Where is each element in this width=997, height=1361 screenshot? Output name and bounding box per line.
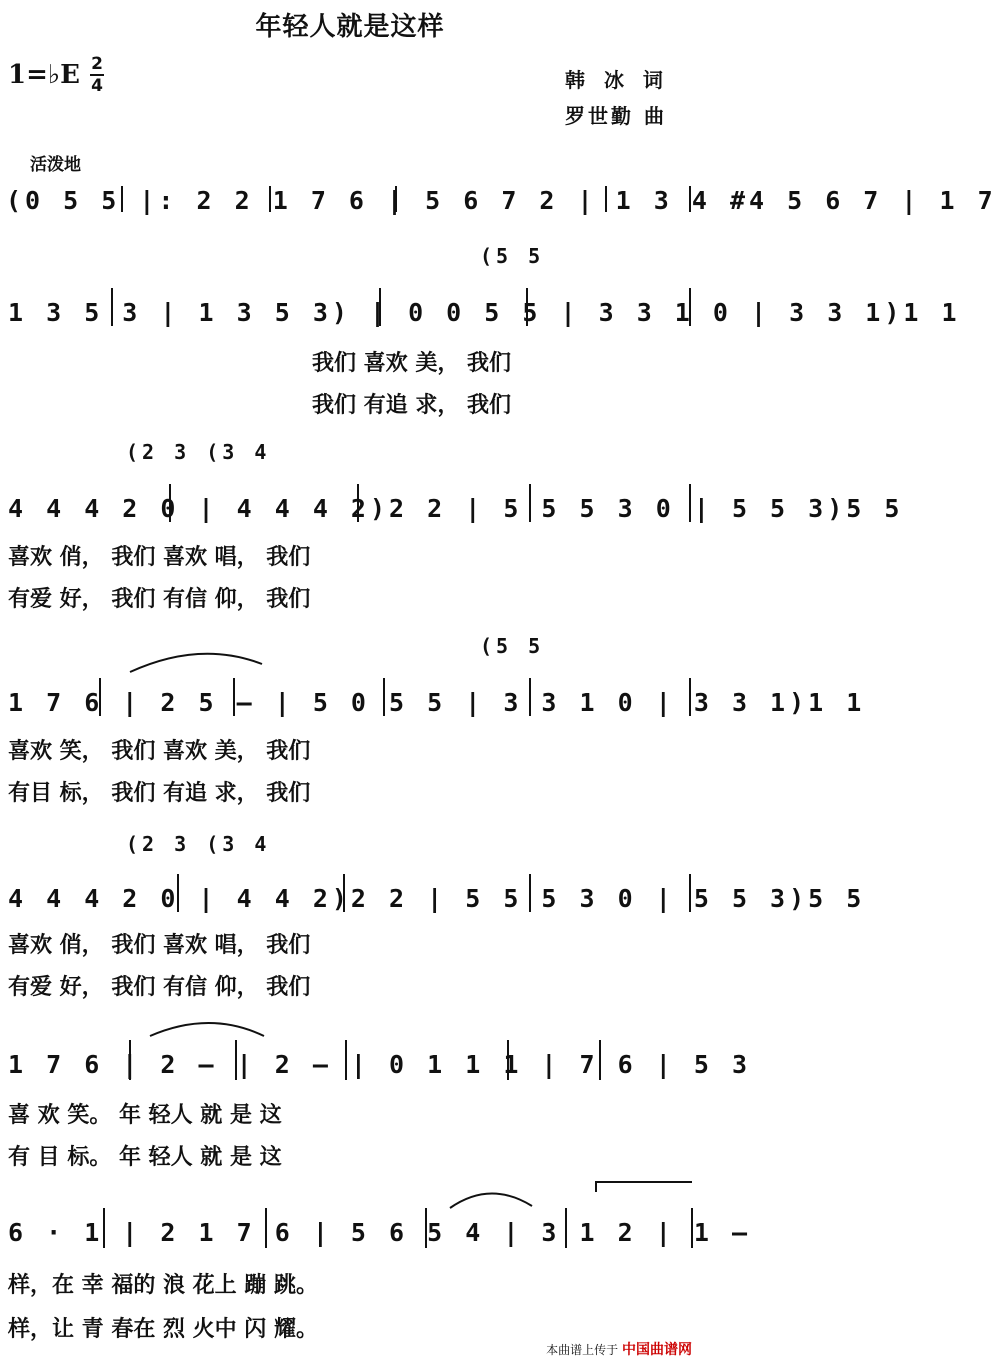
system-3-notes: 4 4 4 2 0 | 4 4 4 2)2 2 | 5 5 5 3 0 | 5 5 3)5 5 bbox=[8, 494, 904, 523]
composer-credit: 罗世勤 曲 bbox=[565, 104, 667, 128]
system-7-lyric-1: 样，在 幸 福的 浪 花上 蹦 跳。 bbox=[8, 1273, 318, 1298]
system-2-notes: 1 3 5 3 | 1 3 5 3) | 0 0 5 5 | 3 3 1 0 | 3 3 1)1 1 bbox=[8, 298, 961, 327]
system-2-lyric-1: 我们 喜欢 美， 我们 bbox=[312, 351, 511, 376]
tempo-marking: 活泼地 bbox=[30, 155, 81, 175]
song-title: 年轻人就是这样 bbox=[255, 12, 445, 42]
system-2-paren: (5 5 bbox=[480, 244, 545, 268]
system-6-notes: 1 7 6 | 2 — | 2 — | 0 1 1 1 | 7 6 | 5 3 bbox=[8, 1050, 751, 1079]
system-5-lyric-1: 喜欢 俏， 我们 喜欢 唱， 我们 bbox=[8, 933, 311, 958]
system-4-lyric-1: 喜欢 笑， 我们 喜欢 美， 我们 bbox=[8, 739, 311, 764]
meter-bottom: 4 bbox=[91, 76, 103, 96]
meter-top: 2 bbox=[91, 54, 103, 74]
footer-prefix: 本曲谱上传于 bbox=[546, 1343, 619, 1357]
system-3-lyric-1: 喜欢 俏， 我们 喜欢 唱， 我们 bbox=[8, 545, 311, 570]
system-6-lyric-1: 喜 欢 笑。 年 轻人 就 是 这 bbox=[8, 1103, 282, 1128]
lyricist-credit: 韩 冰 词 bbox=[565, 68, 669, 92]
system-5-paren: (2 3 (3 4 bbox=[126, 832, 271, 856]
system-5-notes: 4 4 4 2 0 | 4 4 2)2 2 | 5 5 5 3 0 | 5 5 3)5 5 bbox=[8, 884, 866, 913]
key-signature: 1=♭E bbox=[8, 60, 80, 90]
footer-site: 中国曲谱网 bbox=[622, 1342, 692, 1358]
system-7-notes: 6 · 1 | 2 1 7 6 | 5 6 5 4 | 3 1 2 | 1 — bbox=[8, 1218, 751, 1247]
system-3-paren: (2 3 (3 4 bbox=[126, 440, 271, 464]
system-4-lyric-2: 有目 标， 我们 有追 求， 我们 bbox=[8, 781, 311, 806]
system-4-notes: 1 7 6 | 2 5 — | 5 0 5 5 | 3 3 1 0 | 3 3 1)1 1 bbox=[8, 688, 866, 717]
system-7-lyric-2: 样，让 青 春在 烈 火中 闪 耀。 bbox=[8, 1317, 318, 1342]
system-1-notes: (0 5 5 |: 2 2 1 7 6 | 5 6 7 2 | 1 3 4 #4 5 6 7 | 1 7 bbox=[6, 186, 997, 215]
system-4-paren: (5 5 bbox=[480, 634, 545, 658]
system-6-lyric-2: 有 目 标。 年 轻人 就 是 这 bbox=[8, 1145, 282, 1170]
system-5-lyric-2: 有爱 好， 我们 有信 仰， 我们 bbox=[8, 975, 311, 1000]
footer-credit bbox=[546, 1339, 692, 1359]
system-3-lyric-2: 有爱 好， 我们 有信 仰， 我们 bbox=[8, 587, 311, 612]
system-2-lyric-2: 我们 有追 求， 我们 bbox=[312, 393, 511, 418]
